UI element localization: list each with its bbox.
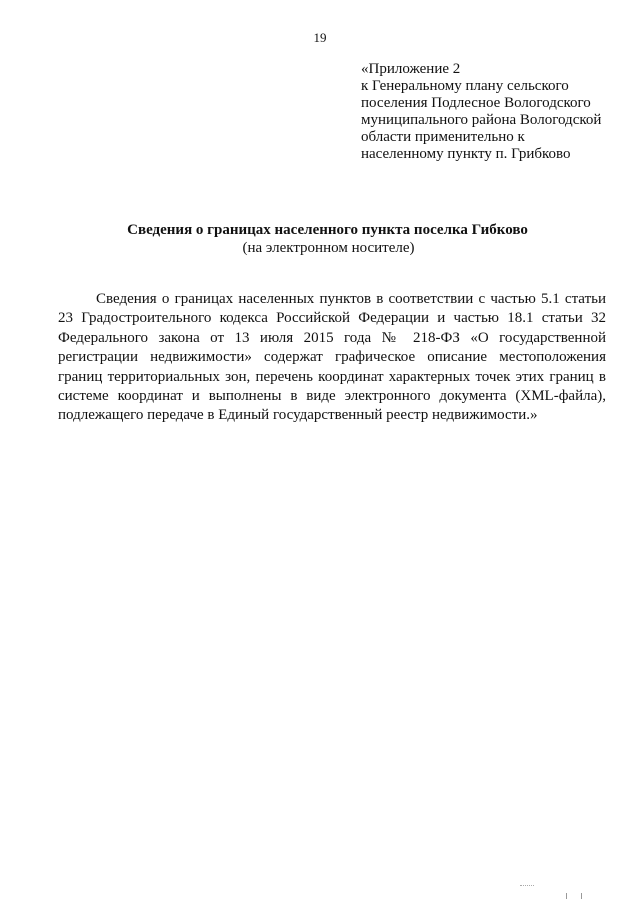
paragraph-line: Сведения о границах населенных пунктов в соответствии с частью 5.1 статьи — [96, 291, 606, 307]
appendix-line: муниципального района Вологодской — [361, 112, 602, 128]
paragraph-line: Федерального закона от 13 июля 2015 года № 218-ФЗ «О государственной — [58, 329, 606, 346]
paragraph-line: границ территориальных зон, перечень координат характерных точек этих границ в — [58, 368, 606, 385]
paragraph-line: подлежащего передаче в Единый государственный реестр недвижимости.» — [58, 407, 538, 424]
paragraph-line: 23 Градостроительного кодекса Российской Федерации и частью 18.1 статьи 32 — [58, 310, 606, 327]
document-title: Сведения о границах населенного пункта поселка Гибково — [127, 222, 528, 238]
document-subtitle: (на электронном носителе) — [242, 240, 415, 256]
scan-artifact — [520, 885, 534, 890]
appendix-line: населенному пункту п. Грибково — [361, 146, 571, 162]
page-number: 19 — [313, 30, 327, 45]
appendix-line: к Генеральному плану сельского — [361, 78, 569, 94]
paragraph-line: системе координат и выполнены в виде электронного документа (XML-файла), — [58, 388, 606, 405]
appendix-reference — [361, 61, 623, 163]
paragraph-line: регистрации недвижимости» содержат графическое описание местоположения — [58, 349, 606, 366]
scan-artifact — [566, 893, 582, 899]
body-paragraph — [58, 290, 606, 426]
appendix-line: области применительно к — [361, 129, 525, 145]
appendix-line: «Приложение 2 — [361, 61, 461, 77]
appendix-line: поселения Подлесное Вологодского — [361, 95, 591, 111]
